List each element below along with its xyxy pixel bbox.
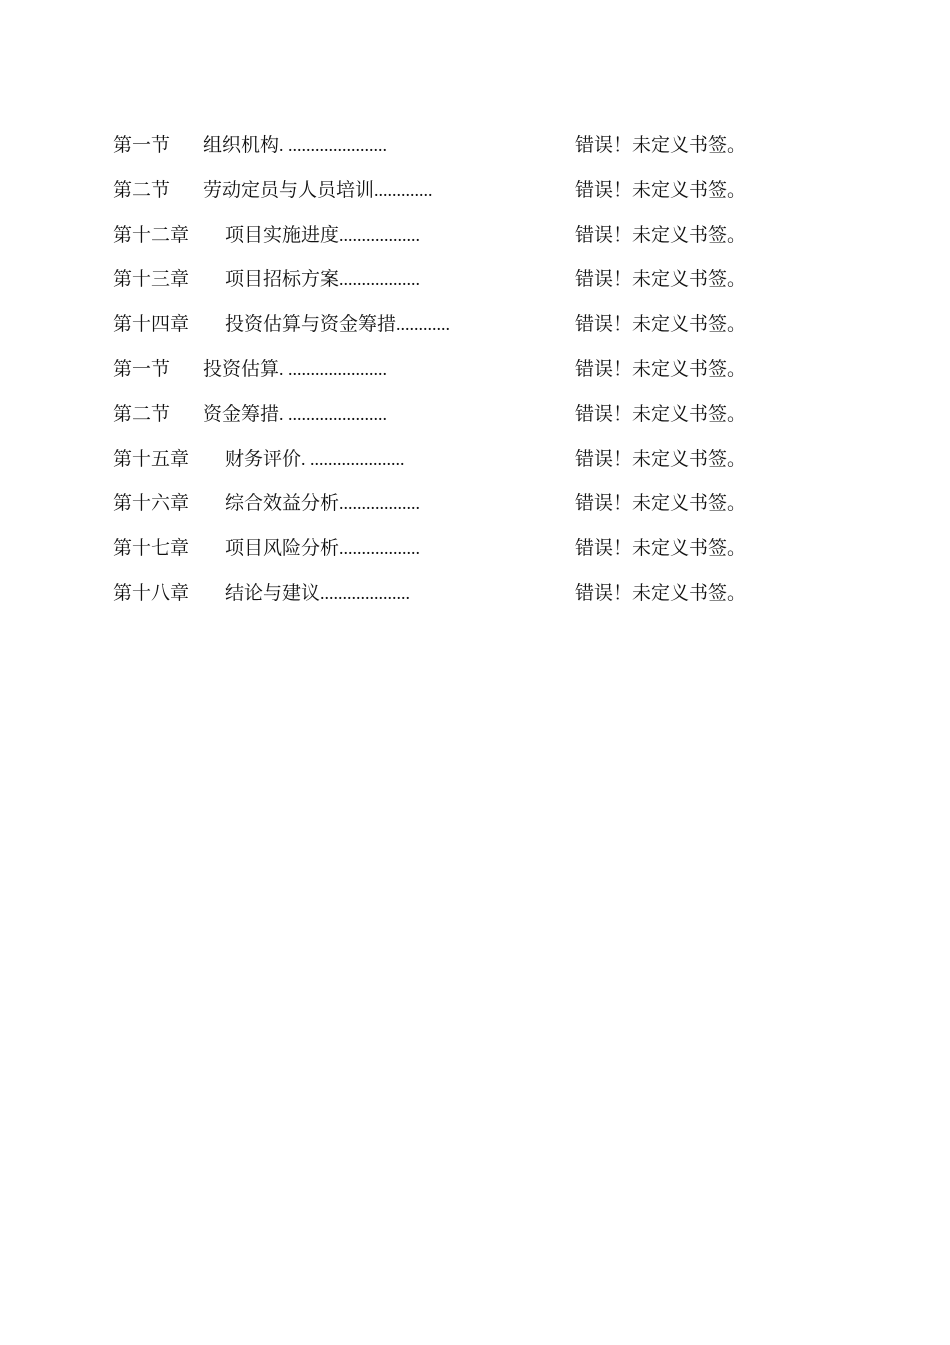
toc-entry-label: 第一节 [113, 134, 171, 156]
toc-entry-label: 第十四章 [113, 313, 190, 336]
toc-entry-leader: ............ [396, 314, 451, 335]
toc-entry-label: 第十五章 [113, 447, 190, 470]
toc-entry-label: 第一节 [113, 357, 171, 380]
toc-entry-leader: .................. [339, 493, 421, 514]
toc-entry-title: 结论与建议 [225, 581, 321, 604]
toc-entry[interactable] [113, 349, 793, 394]
toc-entry-leader: . ...................... [279, 403, 388, 424]
toc-entry[interactable] [113, 394, 793, 439]
toc-entry-page-ref: 错误！未定义书签。 [575, 447, 747, 470]
toc-entry-page-ref: 错误！未定义书签。 [575, 178, 747, 201]
toc-entry[interactable] [113, 483, 793, 528]
toc-entry-page-ref: 错误！未定义书签。 [575, 223, 747, 246]
toc-entry-page-ref: 错误！未定义书签。 [575, 492, 747, 515]
toc-entry[interactable] [113, 259, 793, 304]
toc-entry-label: 第二节 [113, 402, 171, 425]
toc-entry[interactable] [113, 573, 793, 618]
toc-entry-leader: .................. [339, 224, 421, 245]
toc-entry-leader: .................... [320, 582, 411, 603]
toc-entry-title: 组织机构 [203, 134, 280, 156]
toc-entry-title: 项目实施进度 [225, 223, 340, 246]
toc-entry-leader: .................. [339, 269, 421, 290]
toc-entry-leader: . ...................... [279, 135, 388, 155]
toc-entry-page-ref: 错误！未定义书签。 [575, 357, 747, 380]
table-of-contents [113, 125, 793, 618]
toc-entry-label: 第十二章 [113, 223, 190, 246]
toc-entry-leader: . ...................... [279, 358, 388, 379]
toc-entry-title: 综合效益分析 [225, 492, 340, 515]
toc-entry[interactable] [113, 304, 793, 349]
toc-entry-title: 劳动定员与人员培训 [203, 178, 375, 201]
toc-entry[interactable] [113, 439, 793, 484]
toc-entry-leader: . ..................... [301, 448, 405, 469]
toc-entry-page-ref: 错误！未定义书签。 [575, 402, 747, 425]
toc-entry-label: 第二节 [113, 178, 171, 201]
toc-entry[interactable] [113, 215, 793, 260]
toc-entry-title: 项目风险分析 [225, 537, 340, 560]
toc-entry[interactable] [113, 528, 793, 573]
toc-entry-label: 第十七章 [113, 537, 190, 560]
toc-entry-title: 项目招标方案 [225, 268, 340, 291]
toc-entry-page-ref: 错误！未定义书签。 [575, 313, 747, 336]
toc-entry-label: 第十三章 [113, 268, 190, 291]
toc-entry-label: 第十六章 [113, 492, 190, 515]
toc-entry-leader: ............. [374, 179, 433, 200]
toc-entry-page-ref: 错误！未定义书签。 [575, 268, 747, 291]
toc-entry-page-ref: 错误！未定义书签。 [575, 581, 747, 604]
toc-entry-title: 资金筹措 [203, 402, 280, 425]
toc-entry-leader: .................. [339, 538, 421, 559]
toc-entry-label: 第十八章 [113, 581, 190, 604]
toc-entry-title: 投资估算 [203, 357, 280, 380]
toc-entry-page-ref: 错误！未定义书签。 [575, 134, 747, 156]
toc-entry-title: 投资估算与资金筹措 [225, 313, 397, 336]
toc-entry-page-ref: 错误！未定义书签。 [575, 537, 747, 560]
toc-entry[interactable] [113, 125, 793, 170]
toc-entry-title: 财务评价 [225, 447, 302, 470]
toc-entry[interactable] [113, 170, 793, 215]
